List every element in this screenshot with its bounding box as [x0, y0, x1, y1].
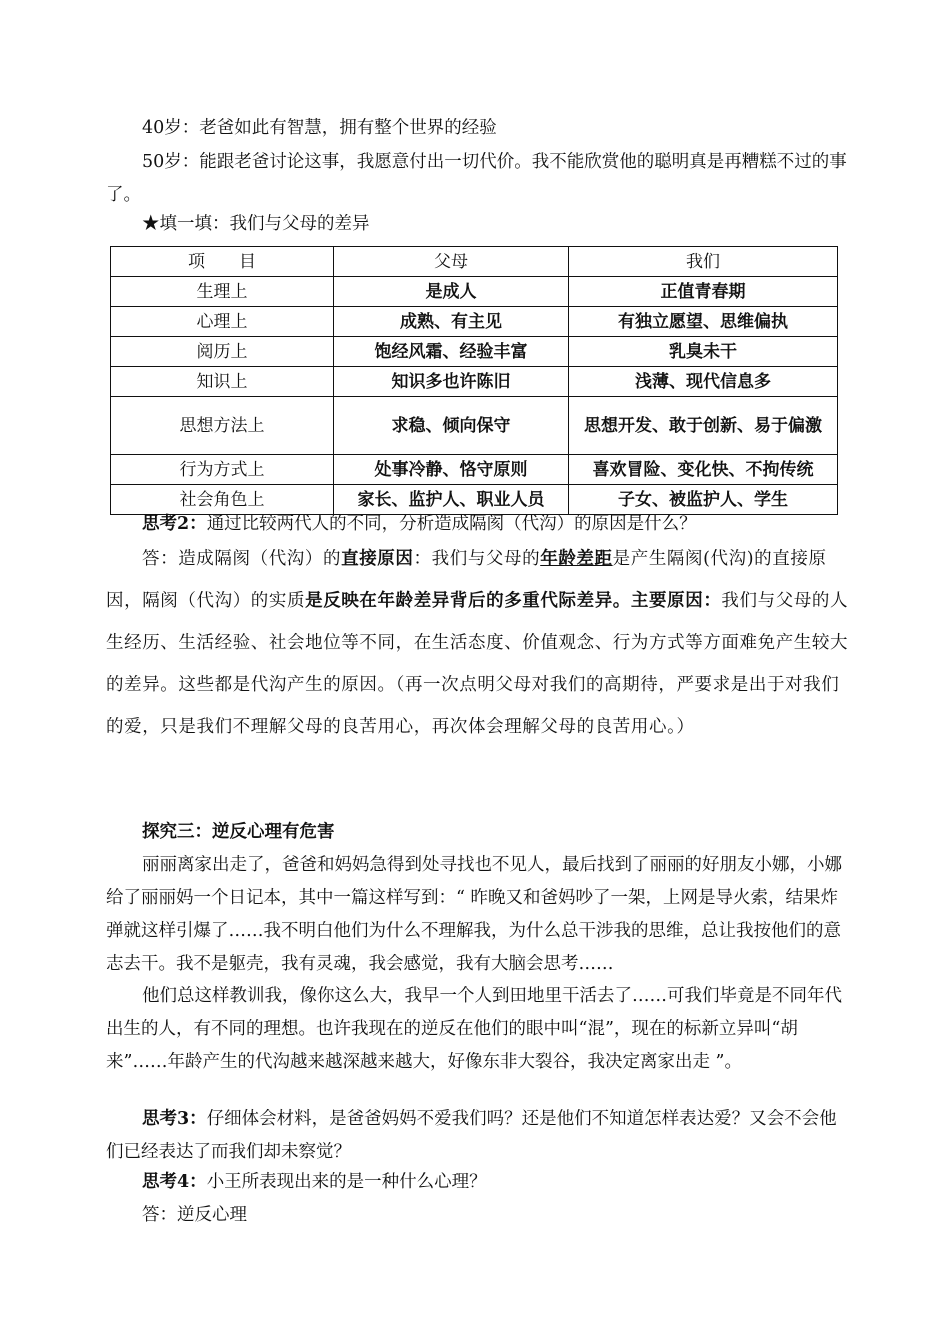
row-item: 社会角色上 — [111, 485, 334, 515]
row-parents: 知识多也许陈旧 — [334, 367, 569, 397]
row-item: 知识上 — [111, 367, 334, 397]
row-item: 思想方法上 — [111, 397, 334, 455]
think4-question: 小王所表现出来的是一种什么心理？ — [206, 1172, 487, 1192]
think3 — [106, 1103, 851, 1169]
row-parents: 成熟、有主见 — [334, 307, 569, 337]
header-parents: 父母 — [334, 247, 569, 277]
row-parents: 是成人 — [334, 277, 569, 307]
intro-50: 50岁：能跟老爸讨论这事，我愿意付出一切代价。我不能欣赏他的聪明真是再糟糕不过的事了。 — [106, 152, 847, 205]
section3-story-1: 丽丽离家出走了，爸爸和妈妈急得到处寻找也不见人，最后找到了丽丽的好朋友小娜，小娜给了丽丽妈一个日记本，其中一篇这样写到：“ 昨晚又和爸妈吵了一架，上网是导火索，结果炸弹就这样引爆了……我不明白他们为什么不理解我，为什么总干涉我的思维，总让我按他们的意志去干。我不是躯壳，我有灵魂，我会感觉，我有大脑会思考…… — [106, 855, 842, 974]
answer2-age-gap: 年龄差距 — [540, 549, 613, 569]
header-us: 我们 — [569, 247, 838, 277]
section3-title: 探究三：逆反心理有危害 — [142, 822, 335, 842]
row-us: 正值青春期 — [569, 277, 838, 307]
row-us: 乳臭未干 — [569, 337, 838, 367]
row-us: 有独立愿望、思维偏执 — [569, 307, 838, 337]
think4 — [106, 1166, 851, 1199]
table-header-row — [111, 247, 838, 277]
answer2-part: ：我们与父母的 — [413, 549, 541, 569]
answer4: 答：逆反心理 — [142, 1205, 247, 1225]
answer2 — [106, 538, 851, 748]
answer2-main-cause: 我们与父母的人生经历、生活经验、社会地位等不同，在生活态度、价值观念、行为方式等方面难免产生较大的差异。这些都是代沟产生的原因。（再一次点明父母对我们的高期待，严要求是出于对我们的爱，只是我们不理解父母的良苦用心，再次体会理解父母的良苦用心。） — [106, 591, 849, 737]
think2-label: 思考2： — [142, 514, 207, 534]
row-item: 生理上 — [111, 277, 334, 307]
row-us: 浅薄、现代信息多 — [569, 367, 838, 397]
table-row — [111, 337, 838, 367]
row-us: 子女、被监护人、学生 — [569, 485, 838, 515]
intro-40: 40岁：老爸如此有智慧，拥有整个世界的经验 — [142, 118, 497, 138]
think2 — [106, 508, 851, 541]
think3-label: 思考3： — [142, 1109, 207, 1129]
table-row — [111, 455, 838, 485]
row-item: 心理上 — [111, 307, 334, 337]
row-parents: 饱经风霜、经验丰富 — [334, 337, 569, 367]
row-us: 喜欢冒险、变化快、不拘传统 — [569, 455, 838, 485]
answer2-main-cause-label: 主要原因： — [630, 591, 722, 611]
table-row — [111, 397, 838, 455]
think3-question: 仔细体会材料，是爸爸妈妈不爱我们吗？还是他们不知道怎样表达爱？又会不会他们已经表达了而我们却未察觉？ — [106, 1109, 837, 1162]
row-parents: 处事冷静、恪守原则 — [334, 455, 569, 485]
table-row — [111, 367, 838, 397]
row-item: 阅历上 — [111, 337, 334, 367]
answer2-direct-cause: 直接原因 — [341, 549, 414, 569]
row-parents: 家长、监护人、职业人员 — [334, 485, 569, 515]
header-item: 项 目 — [111, 247, 334, 277]
row-item: 行为方式上 — [111, 455, 334, 485]
answer2-part: 是产生隔阂(代沟)的直接原因，隔阂（代沟）的实质 — [106, 549, 827, 611]
table-row — [111, 277, 838, 307]
row-parents: 求稳、倾向保守 — [334, 397, 569, 455]
section3-story-2: 他们总这样教训我，像你这么大，我早一个人到田地里干活去了……可我们毕竟是不同年代出生的人，有不同的理想。也许我现在的逆反在他们的眼中叫“混”，现在的标新立异叫“胡来”……年龄产生的代沟越来越深越来越大，好像东非大裂谷，我决定离家出走 ”。 — [106, 986, 842, 1072]
row-us: 思想开发、敢于创新、易于偏激 — [569, 397, 838, 455]
table-row — [111, 307, 838, 337]
fill-title: ★填一填：我们与父母的差异 — [142, 214, 370, 234]
difference-table — [110, 246, 838, 515]
answer2-essence: 是反映在年龄差异背后的多重代际差异。 — [305, 591, 631, 611]
think2-question: 通过比较两代人的不同，分析造成隔阂（代沟）的原因是什么？ — [206, 514, 697, 534]
think4-label: 思考4： — [142, 1172, 207, 1192]
answer2-part: 答：造成隔阂（代沟）的 — [142, 549, 342, 569]
